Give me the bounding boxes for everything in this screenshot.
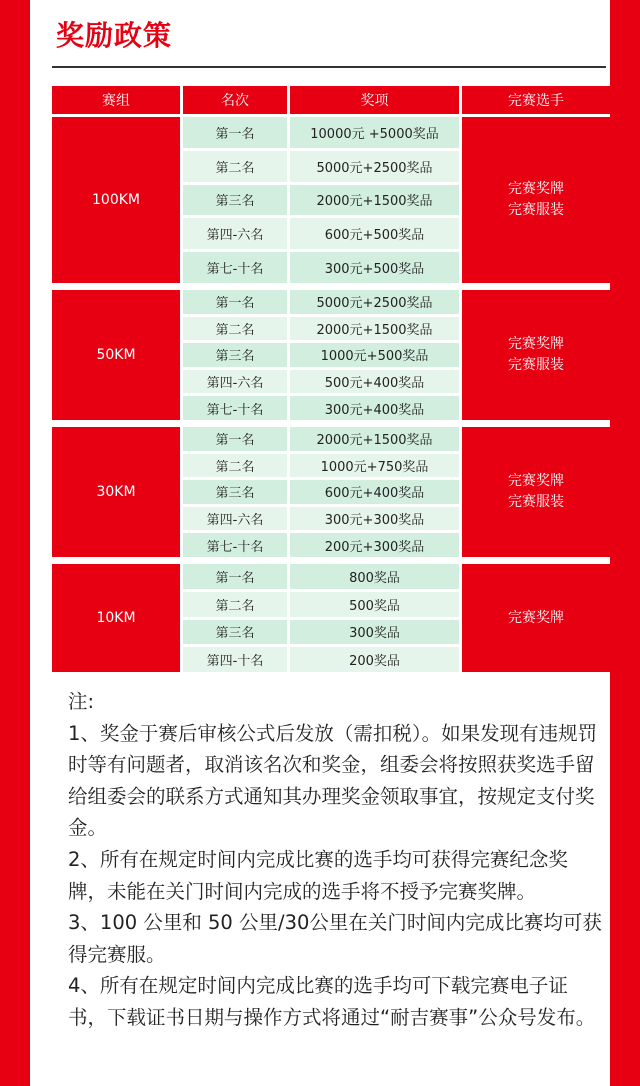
rank-cell: 第七-十名: [183, 396, 287, 420]
rank-cell: 第三名: [183, 343, 287, 367]
finisher-award-text: 完赛奖牌: [508, 473, 564, 489]
notes-heading: 注:: [68, 690, 95, 713]
prize-cell: 600元+400奖品: [290, 480, 459, 504]
prize-cell: 600元+500奖品: [290, 218, 459, 249]
prize-cell: 1000元+750奖品: [290, 454, 459, 478]
rank-cell: 第四-六名: [183, 218, 287, 249]
rank-cell: 第四-十名: [183, 647, 287, 672]
prize-table: [52, 86, 610, 670]
rank-cell: 第三名: [183, 620, 287, 645]
finisher-award-text: 完赛服装: [508, 202, 564, 218]
prize-cell: 300元+500奖品: [290, 252, 459, 283]
rank-cell: 第二名: [183, 454, 287, 478]
rank-cell: 第一名: [183, 564, 287, 589]
note-item: 2、所有在规定时间内完成比赛的选手均可获得完赛纪念奖牌，未能在关门时间内完成的选手将不授予完赛奖牌。: [68, 847, 568, 903]
finisher-award-cell: [462, 290, 610, 420]
rank-cell: 第一名: [183, 427, 287, 451]
group-name-cell: 100KM: [52, 117, 180, 283]
finisher-award-text: 完赛奖牌: [508, 181, 564, 197]
page-title: 奖励政策: [56, 19, 173, 52]
prize-cell: 300奖品: [290, 620, 459, 645]
prize-cell: 500元+400奖品: [290, 370, 459, 394]
finisher-award-text: 完赛服装: [508, 357, 564, 373]
group-name-cell: 50KM: [52, 290, 180, 420]
rank-cell: 第七-十名: [183, 533, 287, 557]
header-group: 赛组: [52, 86, 180, 114]
finisher-award-text: 完赛服装: [508, 494, 564, 510]
finisher-award-text: 完赛奖牌: [508, 609, 564, 626]
finisher-award-cell: [462, 564, 610, 672]
rank-cell: 第二名: [183, 317, 287, 341]
rank-cell: 第一名: [183, 290, 287, 314]
prize-cell: 5000元+2500奖品: [290, 151, 459, 182]
group-name-cell: 10KM: [52, 564, 180, 672]
prize-cell: 2000元+1500奖品: [290, 317, 459, 341]
rank-cell: 第三名: [183, 185, 287, 216]
prize-cell: 5000元+2500奖品: [290, 290, 459, 314]
header-finisher: 完赛选手: [462, 86, 610, 114]
rank-cell: 第四-六名: [183, 370, 287, 394]
note-item: 3、100 公里和 50 公里/30公里在关门时间内完成比赛均可获得完赛服。: [68, 911, 602, 966]
finisher-award-cell: [462, 427, 610, 557]
note-item: 4、所有在规定时间内完成比赛的选手均可下载完赛电子证书，下载证书日期与操作方式将通过“耐吉赛事”公众号发布。: [68, 974, 596, 1029]
header-prize: 奖项: [290, 86, 459, 114]
prize-cell: 300元+400奖品: [290, 396, 459, 420]
notes-section: [68, 686, 604, 1034]
rank-cell: 第三名: [183, 480, 287, 504]
prize-cell: 800奖品: [290, 564, 459, 589]
title-divider: [52, 66, 606, 68]
rank-cell: 第四-六名: [183, 507, 287, 531]
poster-page: [30, 0, 610, 1086]
prize-cell: 1000元+500奖品: [290, 343, 459, 367]
rank-cell: 第二名: [183, 151, 287, 182]
rank-cell: 第七-十名: [183, 252, 287, 283]
prize-cell: 10000元 +5000奖品: [290, 117, 459, 148]
prize-cell: 200元+300奖品: [290, 533, 459, 557]
prize-cell: 500奖品: [290, 592, 459, 617]
rank-cell: 第二名: [183, 592, 287, 617]
note-item: 1、奖金于赛后审核公式后发放（需扣税）。如果发现有违规罚时等有问题者，取消该名次和奖金，组委会将按照获奖选手留给组委会的联系方式通知其办理奖金领取事宜，按规定支付奖金。: [68, 721, 598, 840]
group-name-cell: 30KM: [52, 427, 180, 557]
prize-cell: 2000元+1500奖品: [290, 185, 459, 216]
prize-cell: 2000元+1500奖品: [290, 427, 459, 451]
header-rank: 名次: [183, 86, 287, 114]
finisher-award-cell: [462, 117, 610, 283]
rank-cell: 第一名: [183, 117, 287, 148]
prize-cell: 200奖品: [290, 647, 459, 672]
prize-cell: 300元+300奖品: [290, 507, 459, 531]
finisher-award-text: 完赛奖牌: [508, 336, 564, 352]
